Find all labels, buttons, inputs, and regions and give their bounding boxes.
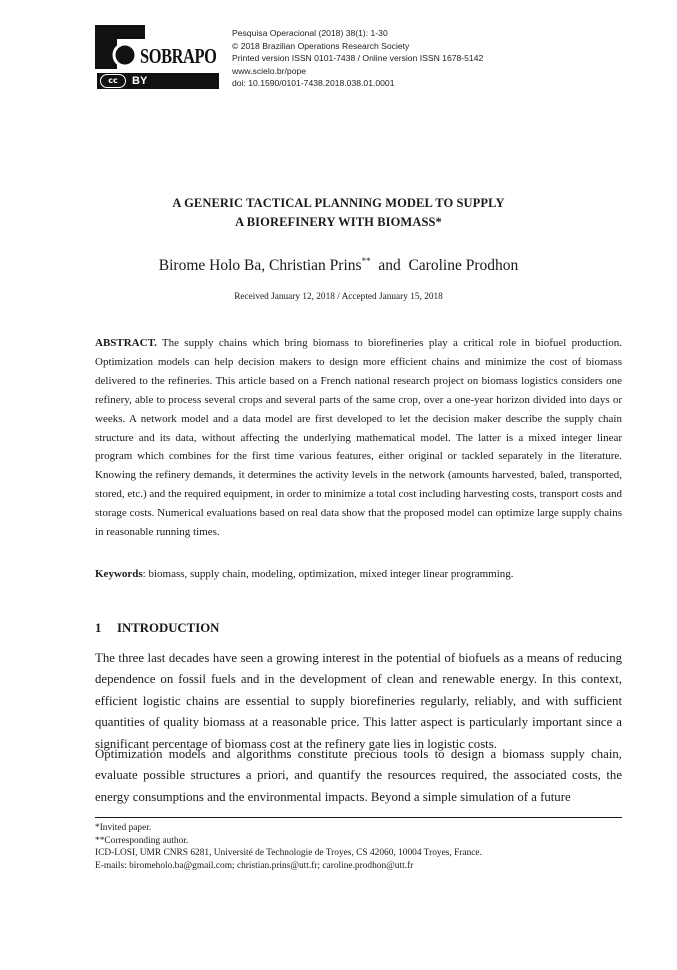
abstract (95, 334, 622, 542)
section-number: 1 (95, 621, 102, 635)
paper-authors (0, 256, 677, 275)
keywords-label: Keywords (95, 568, 143, 580)
author-last: Caroline Prodhon (408, 257, 519, 274)
footnote-invited: *Invited paper. (95, 823, 152, 833)
sobrapo-logo-text: SOBRAPO (140, 44, 217, 68)
footnote-affiliation: ICD-LOSI, UMR CNRS 6281, Université de Technologie de Troyes, CS 42060, 10004 Troyes, France. (95, 848, 482, 859)
keywords-text: : biomass, supply chain, modeling, optimization, mixed integer linear programming. (142, 568, 514, 580)
journal-url[interactable]: www.scielo.br/pope (232, 65, 307, 76)
journal-issn: Printed version ISSN 0101-7438 / Online version ISSN 1678-5142 (232, 53, 484, 64)
footnote-corresponding: **Corresponding author. (95, 835, 189, 846)
author-names: Birome Holo Ba, Christian Prins (158, 257, 362, 274)
creative-commons-icon: cc (100, 74, 126, 88)
section-heading (95, 621, 219, 636)
license-badge[interactable] (97, 73, 219, 89)
sobrapo-logo-mark (95, 25, 145, 69)
footnote-emails: E-mails: biromeholo.ba@gmail.com; christian.prins@utt.fr; caroline.prodhon@utt.fr (95, 860, 414, 871)
sobrapo-logo (95, 25, 220, 91)
section-title: INTRODUCTION (117, 621, 220, 635)
received-dates: Received January 12, 2018 / Accepted January 15, 2018 (234, 292, 443, 302)
abstract-label: ABSTRACT. (95, 337, 157, 349)
keywords (95, 565, 622, 583)
author-and: and (378, 257, 401, 274)
journal-citation: Pesquisa Operacional (2018) 38(1): 1-30 (232, 28, 388, 38)
paper-title-line-1: A GENERIC TACTICAL PLANNING MODEL TO SUPPLY (172, 196, 505, 210)
footnote-divider (95, 817, 622, 818)
license-by-label: BY (132, 75, 148, 87)
journal-doi[interactable]: doi: 10.1590/0101-7438.2018.038.01.0001 (232, 78, 395, 89)
journal-copyright: © 2018 Brazilian Operations Research Society (232, 40, 410, 51)
abstract-text: The supply chains which bring biomass to biorefineries play a critical role in biofuel production. Optimization models can help decision makers to design more efficient chains and minimize the cost of biomass delivered to the refineries. This article based on a French national research project on biomass logistics considers one refinery, able to process several crops and several parts of the same crop, over a one-year horizon divided into days or weeks. A network model and a data model are first developed to let the decision maker describe the supply chain structure and its data, without affecting the underlying mathematical model. The latter is a mixed integer linear program which combines for the first time various features, either original or tackled separately in the literature. Knowing the refinery demands, it determines the activity levels in the network (amounts harvested, baled, transported, stored, etc.) and the required equipment, in order to minimize a total cost including harvesting costs, transport costs and storage costs. Numerical evaluations based on real data show that the proposed model can optimize large supply chains in reasonable running times. (95, 337, 623, 539)
journal-info (232, 27, 483, 90)
paper-title-line-2: A BIOREFINERY WITH BIOMASS* (235, 215, 442, 229)
footnotes (95, 822, 482, 872)
corresponding-mark: ** (361, 256, 371, 266)
intro-paragraph-1: The three last decades have seen a growing interest in the potential of biofuels as a means of reducing dependence on fossil fuels and in the development of clean and renewable energy. In this context, efficient logistic chains are essential to supply biorefineries regularly, reliably, and with sufficient quantities of quality biomass at a reasonable price. This latter aspect is particularly important since a significant percentage of biomass cost at the refinery gate lies in logistic costs. (95, 651, 622, 751)
intro-paragraph-2: Optimization models and algorithms constitute precious tools to design a biomass supply chain, evaluate possible structures a priori, and quantify the resources required, the associated costs, the energy consumptions and the environmental impacts. Beyond a simple simulation of a future (95, 747, 622, 804)
